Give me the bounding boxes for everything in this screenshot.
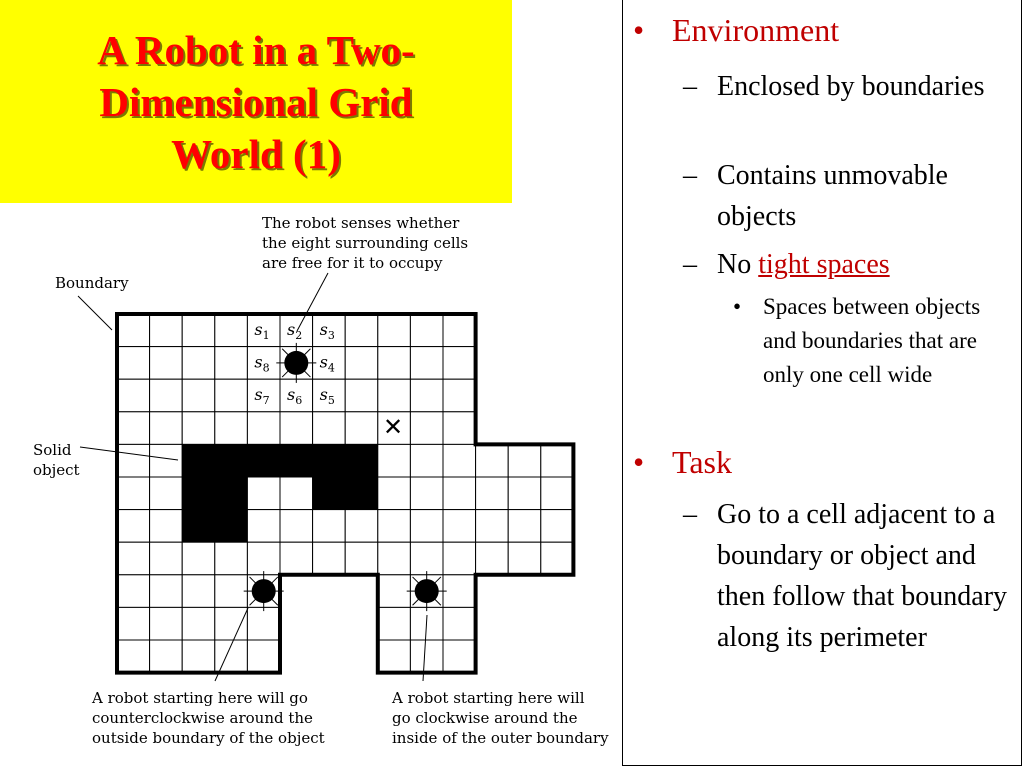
- grid-cell: [410, 379, 443, 412]
- grid-cell: [247, 542, 280, 575]
- grid-cell: [443, 412, 476, 445]
- grid-cell: [182, 412, 215, 445]
- grid-cell: [182, 542, 215, 575]
- grid-cell: [345, 542, 378, 575]
- grid-cell: [150, 575, 183, 608]
- grid-cell: [443, 347, 476, 380]
- grid-cell: [117, 575, 150, 608]
- robot-ccw: [244, 571, 284, 611]
- grid-cell: [117, 542, 150, 575]
- bullet-dash: –: [683, 499, 697, 530]
- grid-cell: [410, 640, 443, 673]
- ccw-caption-line-3: outside boundary of the object: [92, 729, 325, 747]
- grid-cell: [150, 347, 183, 380]
- grid-cell: [150, 444, 183, 477]
- grid-cell: [182, 347, 215, 380]
- grid-cell: [443, 607, 476, 640]
- sensor-label-s1: $s_1$: [254, 320, 270, 342]
- bullet-dash: –: [683, 160, 697, 191]
- grid-cell: [215, 412, 248, 445]
- grid-cell: [410, 510, 443, 543]
- grid-cell: [117, 412, 150, 445]
- grid-cell: [247, 607, 280, 640]
- bullet-dot: •: [733, 294, 742, 319]
- bullet-environment-text: Environment: [672, 12, 840, 48]
- grid-cell: [541, 542, 574, 575]
- grid-cell: [476, 444, 509, 477]
- grid-cell: [182, 607, 215, 640]
- grid-cell: [247, 412, 280, 445]
- grid-cell: [378, 477, 411, 510]
- grid-diagram-svg: [0, 203, 622, 768]
- grid-cell: [313, 542, 346, 575]
- grid-cell: [280, 412, 313, 445]
- grid-cell: [182, 379, 215, 412]
- cw-caption-line-1: A robot starting here will: [392, 689, 585, 707]
- grid-cell: [117, 379, 150, 412]
- bullet-dot: •: [633, 444, 645, 480]
- sense-caption-line-2: the eight surrounding cells: [262, 234, 469, 252]
- sensor-label-s8: $s_8$: [254, 352, 270, 375]
- grid-cell: [378, 575, 411, 608]
- grid-cell: [345, 510, 378, 543]
- grid-cell: [117, 314, 150, 347]
- bullet-task-desc-text: Go to a cell adjacent to a boundary or object and then follow that boundary along its perimeter: [717, 499, 1008, 653]
- grid-cell: [150, 607, 183, 640]
- solid-label-line-1: Solid: [33, 441, 72, 459]
- grid-cell: [410, 444, 443, 477]
- robot-top: [276, 343, 316, 383]
- grid-cell: [215, 542, 248, 575]
- bullet-no-tight-spaces-text: [717, 244, 1017, 285]
- grid-cell: [215, 314, 248, 347]
- grid-cell: [476, 542, 509, 575]
- grid-cell: [345, 379, 378, 412]
- grid-cell: [378, 314, 411, 347]
- grid-cell: [280, 477, 313, 510]
- bullet-dot: •: [633, 12, 645, 48]
- grid-cell: [345, 314, 378, 347]
- grid-cell: [410, 314, 443, 347]
- bullet-panel: [622, 0, 1022, 766]
- robot-cw: [407, 571, 447, 611]
- sensor-label-s5: $s_5$: [319, 385, 335, 408]
- robot-body-icon: [284, 351, 308, 375]
- grid-cell: [247, 640, 280, 673]
- grid-cell: [443, 379, 476, 412]
- grid-cell: [508, 542, 541, 575]
- bullet-task-text: Task: [672, 444, 732, 480]
- bullet-unmovable-text: Contains unmovable objects: [717, 160, 948, 232]
- grid-cell: [508, 510, 541, 543]
- grid-cell: [378, 640, 411, 673]
- grid-cell: [215, 607, 248, 640]
- grid-cell: [150, 477, 183, 510]
- grid-cell: [280, 510, 313, 543]
- grid-cell: [247, 510, 280, 543]
- grid-cell: [182, 575, 215, 608]
- ccw-caption-line-1: A robot starting here will go: [92, 689, 308, 707]
- grid-cell: [215, 347, 248, 380]
- grid-cell: [150, 640, 183, 673]
- grid-cell: [410, 477, 443, 510]
- grid-cell: [378, 542, 411, 575]
- boundary-label: Boundary: [55, 274, 129, 292]
- grid-cell: [410, 347, 443, 380]
- sensor-label-s2: $s_2$: [287, 320, 303, 342]
- sensor-label-s6: $s_6$: [287, 385, 303, 408]
- grid-cell: [182, 640, 215, 673]
- grid-cell: [476, 477, 509, 510]
- cw-caption-line-3: inside of the outer boundary: [392, 729, 609, 747]
- grid-cell: [117, 607, 150, 640]
- grid-cell: [443, 640, 476, 673]
- grid-cell: [410, 412, 443, 445]
- ccw-caption-line-2: counterclockwise around the: [92, 709, 313, 727]
- sense-caption-line-3: are free for it to occupy: [262, 254, 443, 272]
- grid-cell: [117, 347, 150, 380]
- grid-cell: [378, 510, 411, 543]
- bullet-dash: –: [683, 71, 697, 102]
- slide-title: A Robot in a Two- Dimensional Grid World (1): [97, 26, 415, 177]
- boundary-pointer: [78, 296, 112, 330]
- tight-spaces-link: tight spaces: [758, 249, 890, 280]
- grid-cell: [443, 477, 476, 510]
- grid-cell: [150, 510, 183, 543]
- sensor-label-s7: $s_7$: [254, 385, 270, 408]
- grid-cell: [443, 314, 476, 347]
- no-prefix: No: [717, 249, 752, 280]
- sensor-label-s4: $s_4$: [319, 352, 335, 375]
- grid-cell: [541, 444, 574, 477]
- grid-cell: [150, 314, 183, 347]
- grid-cell: [150, 412, 183, 445]
- grid-cell: [247, 477, 280, 510]
- cw-caption-line-2: go clockwise around the: [392, 709, 578, 727]
- grid-cell: [313, 510, 346, 543]
- grid-cell: [150, 379, 183, 412]
- grid-cell: [541, 477, 574, 510]
- grid-cell: [150, 542, 183, 575]
- bullet-spaces-between-text: Spaces between objects and boundaries that are only one cell wide: [763, 294, 981, 387]
- grid-cell: [443, 510, 476, 543]
- grid-cell: [378, 379, 411, 412]
- grid-cell: [280, 542, 313, 575]
- grid-cell: [215, 379, 248, 412]
- grid-cell: [378, 347, 411, 380]
- grid-cell: [117, 477, 150, 510]
- grid-cell: [541, 510, 574, 543]
- grid-world-diagram: [0, 203, 622, 768]
- bullet-dash: –: [683, 249, 697, 280]
- grid-cell: [345, 347, 378, 380]
- robot-body-icon: [252, 579, 276, 603]
- grid-cell: [410, 542, 443, 575]
- grid-cell: [443, 575, 476, 608]
- grid-cell: [117, 444, 150, 477]
- title-box: [0, 0, 512, 203]
- grid-cell: [345, 412, 378, 445]
- sense-caption-line-1: The robot senses whether: [262, 214, 460, 232]
- robot-body-icon: [415, 579, 439, 603]
- grid-cell: [182, 314, 215, 347]
- grid-cell: [313, 412, 346, 445]
- grid-cell: [443, 542, 476, 575]
- grid-cell: [443, 444, 476, 477]
- bullet-enclosed-text: Enclosed by boundaries: [717, 71, 985, 102]
- grid-cell: [215, 575, 248, 608]
- solid-label-line-2: object: [33, 461, 80, 479]
- sensor-label-s3: $s_3$: [319, 320, 335, 342]
- grid-cell: [378, 444, 411, 477]
- grid-cell: [117, 640, 150, 673]
- grid-cell: [508, 477, 541, 510]
- grid-cell: [378, 607, 411, 640]
- grid-cell: [508, 444, 541, 477]
- grid-cell: [476, 510, 509, 543]
- target-x-mark: ✕: [383, 413, 404, 441]
- grid-cell: [117, 510, 150, 543]
